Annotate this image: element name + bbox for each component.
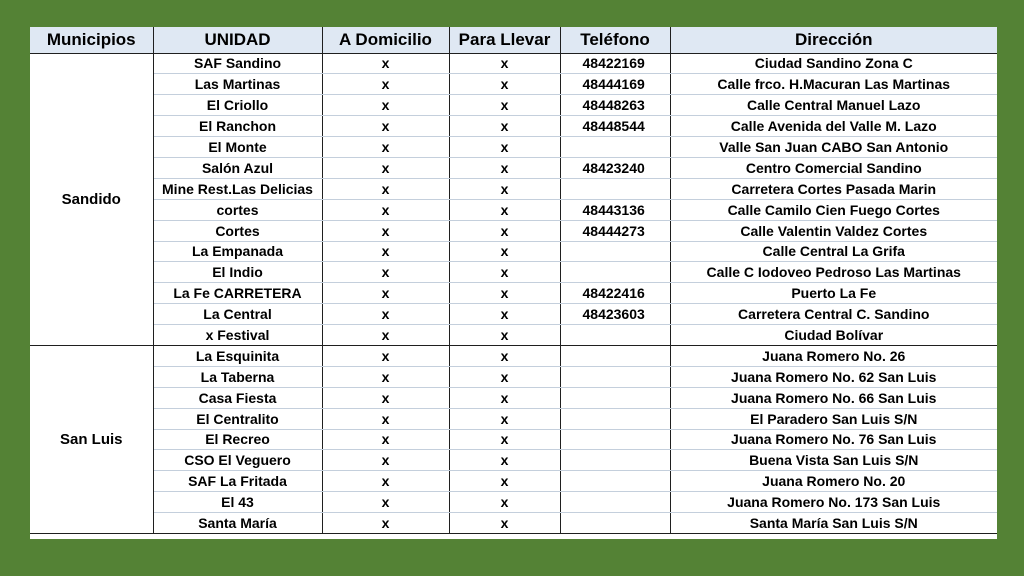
domicilio-cell: x (322, 387, 449, 408)
direccion-cell: Calle Central Manuel Lazo (670, 95, 997, 116)
table-row (30, 429, 997, 450)
domicilio-cell: x (322, 283, 449, 304)
domicilio-cell: x (322, 450, 449, 471)
domicilio-cell: x (322, 137, 449, 158)
domicilio-cell: x (322, 429, 449, 450)
unidad-cell: La Fe CARRETERA (153, 283, 322, 304)
table-row (30, 95, 997, 116)
llevar-cell: x (449, 429, 560, 450)
telefono-cell: 48448263 (560, 95, 670, 116)
telefono-cell (560, 471, 670, 492)
direccion-cell: El Paradero San Luis S/N (670, 408, 997, 429)
telefono-cell: 48443136 (560, 199, 670, 220)
direccion-cell: Juana Romero No. 76 San Luis (670, 429, 997, 450)
domicilio-cell: x (322, 304, 449, 325)
domicilio-cell: x (322, 157, 449, 178)
telefono-cell: 48444169 (560, 74, 670, 95)
direccion-cell: Calle frco. H.Macuran Las Martinas (670, 74, 997, 95)
domicilio-cell: x (322, 178, 449, 199)
llevar-cell: x (449, 220, 560, 241)
restaurant-table (30, 27, 997, 534)
llevar-cell: x (449, 513, 560, 534)
table-row (30, 366, 997, 387)
table-row (30, 304, 997, 325)
table-row (30, 471, 997, 492)
telefono-cell: 48422416 (560, 283, 670, 304)
header-llevar: Para Llevar (449, 27, 560, 53)
domicilio-cell: x (322, 366, 449, 387)
telefono-cell (560, 450, 670, 471)
table-row (30, 137, 997, 158)
domicilio-cell: x (322, 345, 449, 366)
unidad-cell: La Empanada (153, 241, 322, 262)
table-row (30, 513, 997, 534)
direccion-cell: Calle C Iodoveo Pedroso Las Martinas (670, 262, 997, 283)
unidad-cell: Las Martinas (153, 74, 322, 95)
direccion-cell: Valle San Juan CABO San Antonio (670, 137, 997, 158)
direccion-cell: Calle Central La Grifa (670, 241, 997, 262)
direccion-cell: Carretera Central C. Sandino (670, 304, 997, 325)
table-row (30, 53, 997, 74)
llevar-cell: x (449, 116, 560, 137)
unidad-cell: La Central (153, 304, 322, 325)
telefono-cell: 48423603 (560, 304, 670, 325)
telefono-cell (560, 241, 670, 262)
domicilio-cell: x (322, 220, 449, 241)
llevar-cell: x (449, 157, 560, 178)
telefono-cell (560, 262, 670, 283)
llevar-cell: x (449, 241, 560, 262)
table-row (30, 199, 997, 220)
municipio-cell: Sandido (30, 53, 153, 345)
table-row (30, 408, 997, 429)
direccion-cell: Ciudad Bolívar (670, 325, 997, 346)
domicilio-cell: x (322, 262, 449, 283)
domicilio-cell: x (322, 95, 449, 116)
direccion-cell: Buena Vista San Luis S/N (670, 450, 997, 471)
llevar-cell: x (449, 387, 560, 408)
llevar-cell: x (449, 74, 560, 95)
domicilio-cell: x (322, 241, 449, 262)
unidad-cell: El 43 (153, 492, 322, 513)
direccion-cell: Calle Camilo Cien Fuego Cortes (670, 199, 997, 220)
table-row (30, 157, 997, 178)
direccion-cell: Juana Romero No. 26 (670, 345, 997, 366)
table-row (30, 283, 997, 304)
unidad-cell: Cortes (153, 220, 322, 241)
table-row (30, 262, 997, 283)
direccion-cell: Carretera Cortes Pasada Marin (670, 178, 997, 199)
header-telefono: Teléfono (560, 27, 670, 53)
unidad-cell: x Festival (153, 325, 322, 346)
direccion-cell: Puerto La Fe (670, 283, 997, 304)
unidad-cell: El Recreo (153, 429, 322, 450)
telefono-cell (560, 325, 670, 346)
direccion-cell: Juana Romero No. 20 (670, 471, 997, 492)
table-row (30, 116, 997, 137)
llevar-cell: x (449, 95, 560, 116)
table-row (30, 492, 997, 513)
table-row (30, 220, 997, 241)
unidad-cell: El Ranchon (153, 116, 322, 137)
domicilio-cell: x (322, 53, 449, 74)
header-row (30, 27, 997, 53)
table-row (30, 450, 997, 471)
llevar-cell: x (449, 366, 560, 387)
header-direccion: Dirección (670, 27, 997, 53)
telefono-cell (560, 178, 670, 199)
telefono-cell: 48423240 (560, 157, 670, 178)
table-panel (30, 27, 997, 539)
unidad-cell: La Esquinita (153, 345, 322, 366)
unidad-cell: El Criollo (153, 95, 322, 116)
direccion-cell: Calle Avenida del Valle M. Lazo (670, 116, 997, 137)
unidad-cell: Casa Fiesta (153, 387, 322, 408)
table-row (30, 325, 997, 346)
domicilio-cell: x (322, 408, 449, 429)
telefono-cell (560, 366, 670, 387)
unidad-cell: SAF La Fritada (153, 471, 322, 492)
table-row (30, 74, 997, 95)
domicilio-cell: x (322, 492, 449, 513)
table-row (30, 178, 997, 199)
unidad-cell: CSO El Veguero (153, 450, 322, 471)
llevar-cell: x (449, 471, 560, 492)
llevar-cell: x (449, 450, 560, 471)
table-row (30, 241, 997, 262)
telefono-cell (560, 492, 670, 513)
table-row (30, 387, 997, 408)
telefono-cell: 48444273 (560, 220, 670, 241)
unidad-cell: La Taberna (153, 366, 322, 387)
telefono-cell: 48422169 (560, 53, 670, 74)
llevar-cell: x (449, 137, 560, 158)
direccion-cell: Santa María San Luis S/N (670, 513, 997, 534)
domicilio-cell: x (322, 325, 449, 346)
domicilio-cell: x (322, 513, 449, 534)
header-unidad: UNIDAD (153, 27, 322, 53)
llevar-cell: x (449, 345, 560, 366)
unidad-cell: Mine Rest.Las Delicias (153, 178, 322, 199)
llevar-cell: x (449, 262, 560, 283)
direccion-cell: Juana Romero No. 62 San Luis (670, 366, 997, 387)
llevar-cell: x (449, 283, 560, 304)
telefono-cell (560, 513, 670, 534)
direccion-cell: Calle Valentin Valdez Cortes (670, 220, 997, 241)
unidad-cell: Salón Azul (153, 157, 322, 178)
domicilio-cell: x (322, 116, 449, 137)
unidad-cell: El Centralito (153, 408, 322, 429)
table-row (30, 345, 997, 366)
llevar-cell: x (449, 408, 560, 429)
telefono-cell (560, 137, 670, 158)
domicilio-cell: x (322, 471, 449, 492)
telefono-cell (560, 387, 670, 408)
domicilio-cell: x (322, 199, 449, 220)
direccion-cell: Juana Romero No. 66 San Luis (670, 387, 997, 408)
unidad-cell: SAF Sandino (153, 53, 322, 74)
telefono-cell (560, 408, 670, 429)
llevar-cell: x (449, 304, 560, 325)
llevar-cell: x (449, 178, 560, 199)
llevar-cell: x (449, 325, 560, 346)
llevar-cell: x (449, 199, 560, 220)
header-municipios: Municipios (30, 27, 153, 53)
direccion-cell: Juana Romero No. 173 San Luis (670, 492, 997, 513)
domicilio-cell: x (322, 74, 449, 95)
telefono-cell: 48448544 (560, 116, 670, 137)
telefono-cell (560, 429, 670, 450)
unidad-cell: cortes (153, 199, 322, 220)
unidad-cell: El Monte (153, 137, 322, 158)
header-domicilio: A Domicilio (322, 27, 449, 53)
municipio-cell: San Luis (30, 345, 153, 533)
llevar-cell: x (449, 53, 560, 74)
direccion-cell: Ciudad Sandino Zona C (670, 53, 997, 74)
telefono-cell (560, 345, 670, 366)
unidad-cell: El Indio (153, 262, 322, 283)
llevar-cell: x (449, 492, 560, 513)
unidad-cell: Santa María (153, 513, 322, 534)
direccion-cell: Centro Comercial Sandino (670, 157, 997, 178)
table-body (30, 53, 997, 533)
